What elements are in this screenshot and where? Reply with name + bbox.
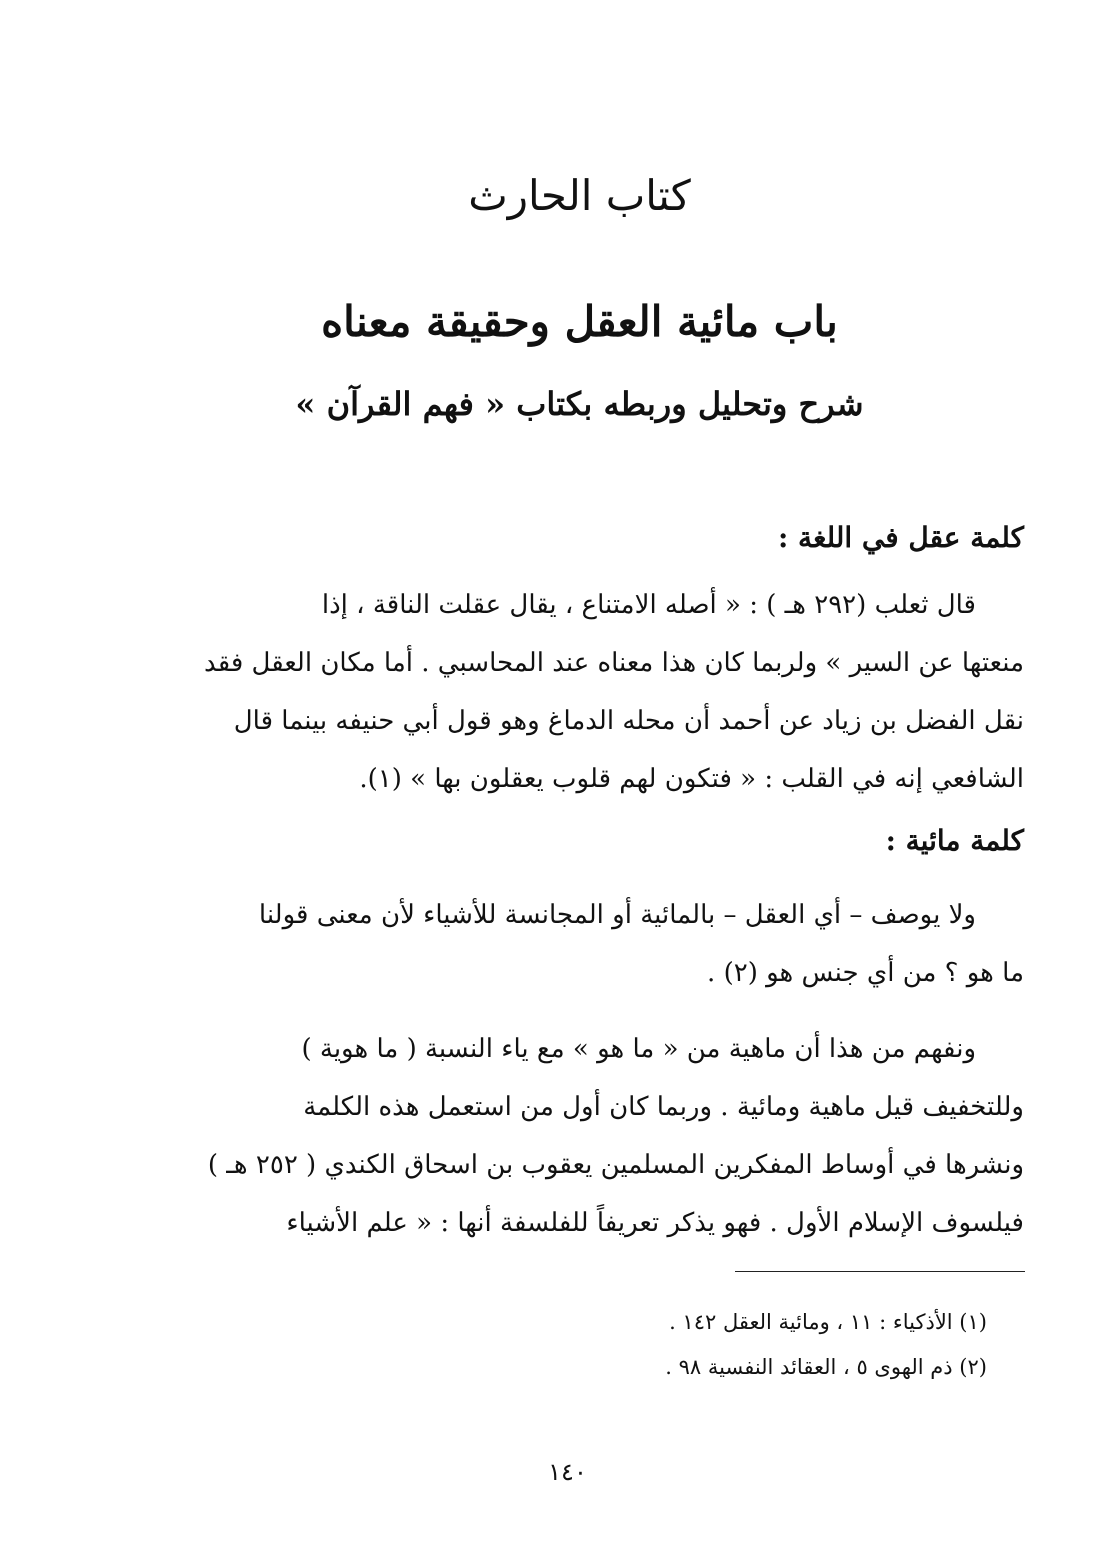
section-heading-word-aql: كلمة عقل في اللغة :: [777, 521, 1024, 554]
paragraph-line: ما هو ؟ من أي جنس هو (٢) .: [707, 958, 1024, 988]
page-number: ١٤٠: [548, 1458, 587, 1486]
section-heading-word-maiyya: كلمة مائية :: [885, 824, 1024, 857]
paragraph-line: ولا يوصف – أي العقل – بالمائية أو المجانسة للأشياء لأن معنى قولنا: [258, 900, 976, 930]
paragraph-line: فيلسوف الإسلام الأول . فهو يذكر تعريفاً للفلسفة أنها : « علم الأشياء: [286, 1208, 1024, 1238]
footnote-divider: [735, 1271, 1025, 1272]
footnotes: [107, 1300, 987, 1390]
paragraph-line: وللتخفيف قيل ماهية ومائية . وربما كان أول من استعمل هذه الكلمة: [303, 1092, 1024, 1122]
paragraph-line: ونشرها في أوساط المفكرين المسلمين يعقوب بن اسحاق الكندي ( ٢٥٢ هـ ): [207, 1150, 1024, 1180]
chapter-title: باب مائية العقل وحقيقة معناه: [321, 297, 838, 346]
section-paragraph-maiyya-1: [94, 886, 1024, 1002]
footnote-2: (٢) ذم الهوى ٥ ، العقائد النفسية ٩٨ .: [665, 1355, 987, 1379]
book-title: كتاب الحارث: [468, 171, 691, 220]
paragraph-line: نقل الفضل بن زياد عن أحمد أن محله الدماغ وهو قول أبي حنيفه بينما قال: [233, 706, 1024, 736]
paragraph-line: منعتها عن السير » ولربما كان هذا معناه عند المحاسبي . أما مكان العقل فقد: [204, 648, 1024, 678]
chapter-subtitle: شرح وتحليل وربطه بكتاب « فهم القرآن »: [295, 385, 864, 423]
paragraph-line: الشافعي إنه في القلب : « فتكون لهم قلوب يعقلون بها » (١).: [359, 764, 1024, 794]
section-paragraph-word-aql: [94, 576, 1024, 808]
section-paragraph-maiyya-2: [94, 1020, 1024, 1252]
paragraph-line: ونفهم من هذا أن ماهية من « ما هو » مع ياء النسبة ( ما هوية ): [301, 1034, 976, 1064]
footnote-1: (١) الأذكياء : ١١ ، ومائية العقل ١٤٢ .: [669, 1310, 987, 1334]
paragraph-line: قال ثعلب (٢٩٢ هـ ) : « أصله الامتناع ، يقال عقلت الناقة ، إذا: [321, 590, 976, 620]
